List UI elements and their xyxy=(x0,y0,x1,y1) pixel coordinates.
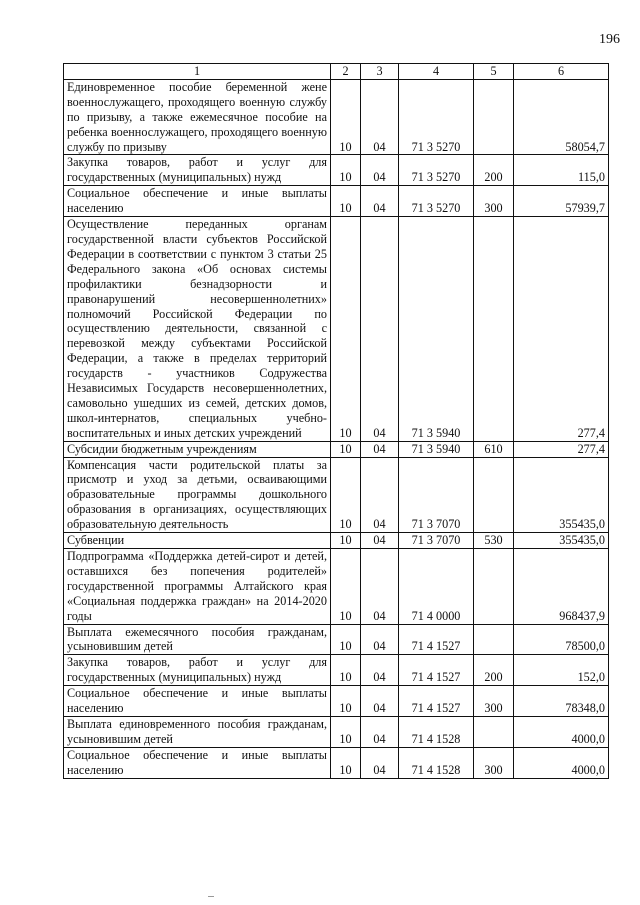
section-code: 10 xyxy=(331,655,361,686)
amount: 277,4 xyxy=(514,217,609,442)
subsection-code: 04 xyxy=(361,624,399,655)
amount: 58054,7 xyxy=(514,79,609,155)
amount: 78500,0 xyxy=(514,624,609,655)
column-header-2: 2 xyxy=(331,64,361,80)
budget-item-name: Социальное обеспечение и иные выплаты населению xyxy=(64,747,331,778)
amount: 4000,0 xyxy=(514,747,609,778)
expense-type-code: 300 xyxy=(474,747,514,778)
expense-type-code xyxy=(474,217,514,442)
table-row xyxy=(64,655,609,686)
amount: 4000,0 xyxy=(514,716,609,747)
amount: 355435,0 xyxy=(514,533,609,549)
subsection-code: 04 xyxy=(361,686,399,717)
budget-item-name: Социальное обеспечение и иные выплаты населению xyxy=(64,186,331,217)
section-code: 10 xyxy=(331,747,361,778)
subsection-code: 04 xyxy=(361,549,399,625)
budget-table xyxy=(63,63,609,779)
subsection-code: 04 xyxy=(361,533,399,549)
target-article-code: 71 4 1527 xyxy=(399,624,474,655)
target-article-code: 71 3 7070 xyxy=(399,457,474,533)
section-code: 10 xyxy=(331,457,361,533)
target-article-code: 71 4 1528 xyxy=(399,747,474,778)
budget-item-name: Осуществление переданных органам государственной власти субъектов Российской Федерации в соответствии с пунктом 3 статьи 25 Федерального закона «Об основах системы профилактики безнадзорности и правонарушений несовершеннолетних» полномочий Российской Федерации по осуществлению деятельности, связанной с перевозкой между субъектами Российской Федерации, а также в пределах территорий государств - участников Содружества Независимых Государств несовершеннолетних, самовольно ушедших из семей, детских домов, школ-интернатов, специальных учебно-воспитательных и иных детских учреждений xyxy=(64,217,331,442)
section-code: 10 xyxy=(331,155,361,186)
subsection-code: 04 xyxy=(361,79,399,155)
table-row xyxy=(64,747,609,778)
subsection-code: 04 xyxy=(361,217,399,442)
budget-item-name: Единовременное пособие беременной жене военнослужащего, проходящего военную службу по призыву, а также ежемесячное пособие на ребенка военнослужащего, проходящего военную службу по призыву xyxy=(64,79,331,155)
column-header-5: 5 xyxy=(474,64,514,80)
table-row xyxy=(64,716,609,747)
budget-item-name: Закупка товаров, работ и услуг для государственных (муниципальных) нужд xyxy=(64,655,331,686)
target-article-code: 71 3 5940 xyxy=(399,217,474,442)
section-code: 10 xyxy=(331,716,361,747)
budget-item-name: Социальное обеспечение и иные выплаты населению xyxy=(64,686,331,717)
column-header-6: 6 xyxy=(514,64,609,80)
section-code: 10 xyxy=(331,624,361,655)
scan-mark xyxy=(208,896,214,897)
budget-table-body xyxy=(64,64,609,779)
subsection-code: 04 xyxy=(361,186,399,217)
column-header-1: 1 xyxy=(64,64,331,80)
table-row xyxy=(64,441,609,457)
expense-type-code: 610 xyxy=(474,441,514,457)
expense-type-code xyxy=(474,716,514,747)
target-article-code: 71 3 7070 xyxy=(399,533,474,549)
subsection-code: 04 xyxy=(361,457,399,533)
table-row xyxy=(64,533,609,549)
budget-item-name: Выплата единовременного пособия гражданам, усыновившим детей xyxy=(64,716,331,747)
target-article-code: 71 3 5270 xyxy=(399,155,474,186)
target-article-code: 71 3 5270 xyxy=(399,79,474,155)
expense-type-code: 300 xyxy=(474,686,514,717)
amount: 115,0 xyxy=(514,155,609,186)
target-article-code: 71 3 5940 xyxy=(399,441,474,457)
section-code: 10 xyxy=(331,686,361,717)
section-code: 10 xyxy=(331,533,361,549)
amount: 152,0 xyxy=(514,655,609,686)
subsection-code: 04 xyxy=(361,441,399,457)
subsection-code: 04 xyxy=(361,716,399,747)
expense-type-code xyxy=(474,79,514,155)
budget-item-name: Субсидии бюджетным учреждениям xyxy=(64,441,331,457)
amount: 968437,9 xyxy=(514,549,609,625)
target-article-code: 71 4 0000 xyxy=(399,549,474,625)
table-row xyxy=(64,624,609,655)
amount: 355435,0 xyxy=(514,457,609,533)
expense-type-code xyxy=(474,624,514,655)
target-article-code: 71 4 1527 xyxy=(399,655,474,686)
table-row xyxy=(64,217,609,442)
amount: 78348,0 xyxy=(514,686,609,717)
budget-item-name: Закупка товаров, работ и услуг для государственных (муниципальных) нужд xyxy=(64,155,331,186)
section-code: 10 xyxy=(331,186,361,217)
column-header-3: 3 xyxy=(361,64,399,80)
expense-type-code: 200 xyxy=(474,155,514,186)
expense-type-code: 200 xyxy=(474,655,514,686)
table-row xyxy=(64,79,609,155)
expense-type-code xyxy=(474,457,514,533)
table-row xyxy=(64,457,609,533)
column-header-4: 4 xyxy=(399,64,474,80)
page-number: 196 xyxy=(599,32,620,47)
section-code: 10 xyxy=(331,217,361,442)
section-code: 10 xyxy=(331,549,361,625)
expense-type-code xyxy=(474,549,514,625)
subsection-code: 04 xyxy=(361,155,399,186)
subsection-code: 04 xyxy=(361,747,399,778)
target-article-code: 71 4 1528 xyxy=(399,716,474,747)
expense-type-code: 300 xyxy=(474,186,514,217)
budget-item-name: Выплата ежемесячного пособия гражданам, усыновившим детей xyxy=(64,624,331,655)
table-row xyxy=(64,549,609,625)
section-code: 10 xyxy=(331,441,361,457)
section-code: 10 xyxy=(331,79,361,155)
budget-item-name: Компенсация части родительской платы за присмотр и уход за детьми, осваивающими образовательные программы дошкольного образования в организациях, осуществляющих образовательную деятельность xyxy=(64,457,331,533)
table-row xyxy=(64,686,609,717)
amount: 57939,7 xyxy=(514,186,609,217)
target-article-code: 71 4 1527 xyxy=(399,686,474,717)
table-row xyxy=(64,155,609,186)
subsection-code: 04 xyxy=(361,655,399,686)
budget-item-name: Субвенции xyxy=(64,533,331,549)
expense-type-code: 530 xyxy=(474,533,514,549)
amount: 277,4 xyxy=(514,441,609,457)
table-header-row xyxy=(64,64,609,80)
budget-item-name: Подпрограмма «Поддержка детей-сирот и детей, оставшихся без попечения родителей» государственной программы Алтайского края «Социальная поддержка граждан» на 2014-2020 годы xyxy=(64,549,331,625)
target-article-code: 71 3 5270 xyxy=(399,186,474,217)
table-row xyxy=(64,186,609,217)
